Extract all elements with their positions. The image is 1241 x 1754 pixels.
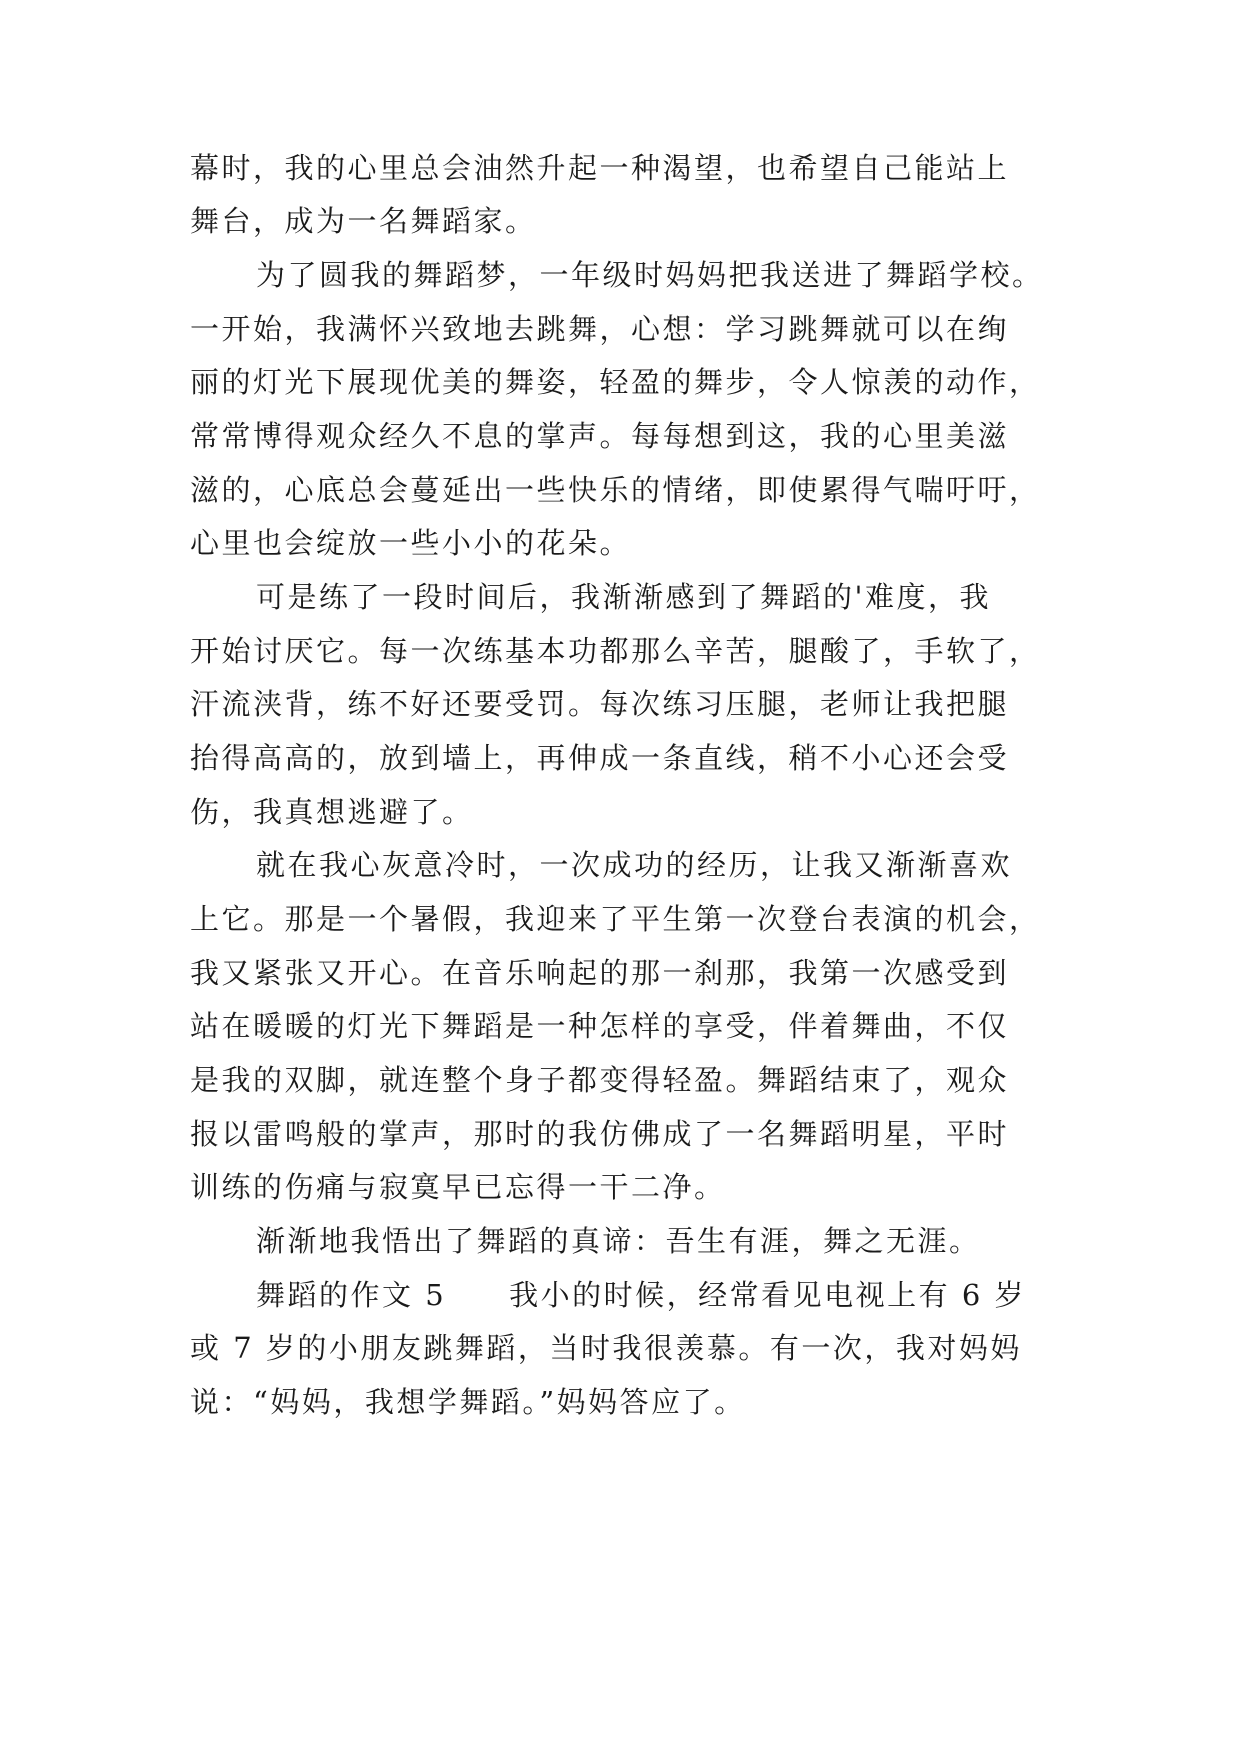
paragraph-first-line: 为了圆我的舞蹈梦，一年级时妈妈把我送进了舞蹈学校。 xyxy=(256,258,1044,292)
text-line: 或 7 岁的小朋友跳舞蹈，当时我很羡慕。有一次，我对妈妈 xyxy=(190,1331,1022,1365)
paragraph-first-line: 就在我心灰意冷时，一次成功的经历，让我又渐渐喜欢 xyxy=(256,848,1013,882)
text-line: 开始讨厌它。每一次练基本功都那么辛苦，腿酸了，手软了， xyxy=(190,634,1041,668)
text-line: 站在暖暖的灯光下舞蹈是一种怎样的享受，伴着舞曲，不仅 xyxy=(190,1009,1010,1043)
text-line: 抬得高高的，放到墙上，再伸成一条直线，稍不小心还会受 xyxy=(190,741,1010,775)
text-line: 报以雷鸣般的掌声，那时的我仿佛成了一名舞蹈明星，平时 xyxy=(190,1117,1010,1151)
text-line: 是我的双脚，就连整个身子都变得轻盈。舞蹈结束了，观众 xyxy=(190,1063,1010,1097)
text-line: 我又紧张又开心。在音乐响起的那一刹那，我第一次感受到 xyxy=(190,956,1010,990)
text-line: 一开始，我满怀兴致地去跳舞，心想：学习跳舞就可以在绚 xyxy=(190,312,1010,346)
text-line: 滋的，心底总会蔓延出一些快乐的情绪，即使累得气喘吁吁， xyxy=(190,473,1041,507)
text-line: 伤，我真想逃避了。 xyxy=(190,795,474,829)
text-line: 上它。那是一个暑假，我迎来了平生第一次登台表演的机会， xyxy=(190,902,1041,936)
text-line: 汗流浃背，练不好还要受罚。每次练习压腿，老师让我把腿 xyxy=(190,687,1010,721)
text-line: 心里也会绽放一些小小的花朵。 xyxy=(190,526,632,560)
text-line: 舞台，成为一名舞蹈家。 xyxy=(190,204,537,238)
paragraph-first-line: 可是练了一段时间后，我渐渐感到了舞蹈的'难度，我 xyxy=(256,580,991,614)
text-line: 说：“妈妈，我想学舞蹈。”妈妈答应了。 xyxy=(190,1385,746,1419)
text-line: 训练的伤痛与寂寞早已忘得一干二净。 xyxy=(190,1170,726,1204)
text-line: 幕时，我的心里总会油然升起一种渴望，也希望自己能站上 xyxy=(190,151,1010,185)
section-heading-line: 舞蹈的作文 5 我小的时候，经常看见电视上有 6 岁 xyxy=(256,1278,1027,1312)
paragraph-first-line: 渐渐地我悟出了舞蹈的真谛：吾生有涯，舞之无涯。 xyxy=(256,1224,981,1258)
text-line: 常常博得观众经久不息的掌声。每每想到这，我的心里美滋 xyxy=(190,419,1010,453)
text-line: 丽的灯光下展现优美的舞姿，轻盈的舞步，令人惊羡的动作， xyxy=(190,365,1041,399)
